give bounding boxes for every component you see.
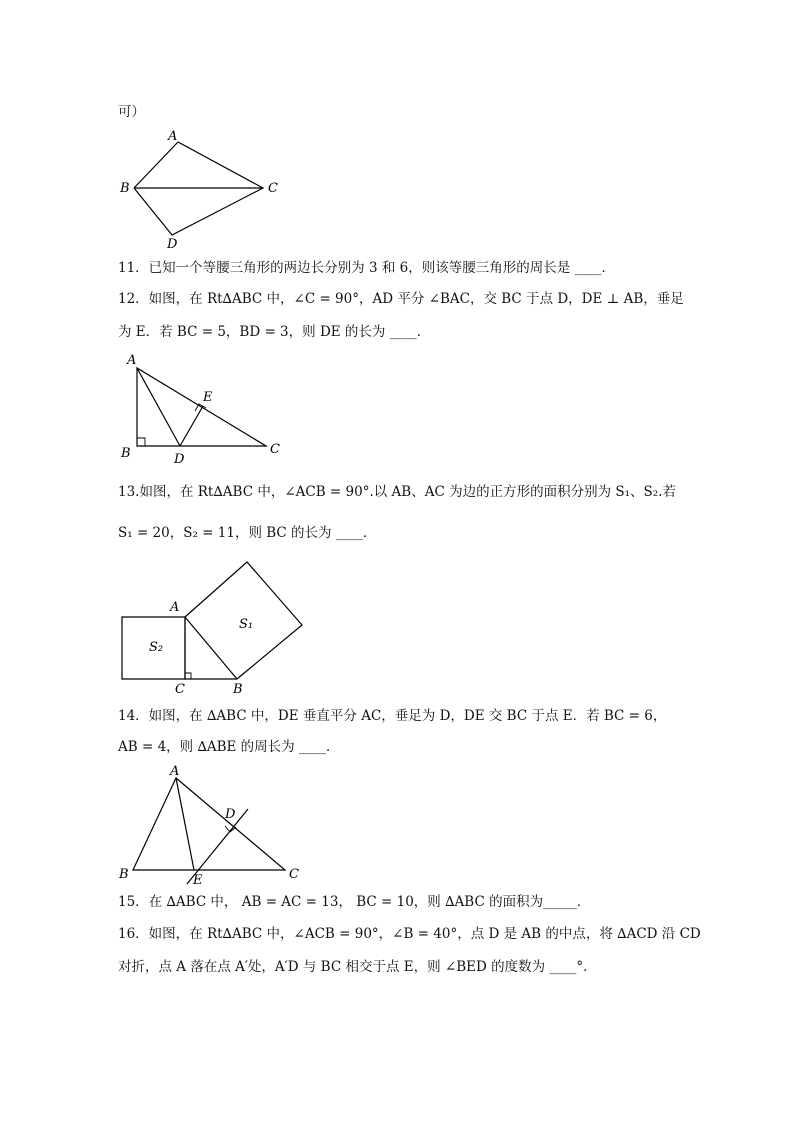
question-14-line-2: AB = 4，则 ∆ABE 的周长为 ____． [118,739,340,755]
label-a: A [168,129,178,144]
question-16-line-1: 16．如图，在 Rt∆ABC 中，∠ACB = 90°，∠B = 40°，点 D 是 AB 的中点，将 ∆ACD 沿 CD [118,926,701,942]
label-b: B [120,181,130,196]
figure-q13-squares [115,555,310,700]
question-12-line-1: 12．如图，在 Rt∆ABC 中，∠C = 90°，AD 平分 ∠BAC，交 BC 于点 D，DE ⊥ AB，垂足 [118,291,684,307]
label-b: B [121,446,131,461]
question-14-line-1: 14．如图，在 ∆ABC 中，DE 垂直平分 AC，垂足为 D，DE 交 BC 于点 E．若 BC = 6， [118,708,667,724]
question-13-line-1: 13.如图，在 Rt∆ABC 中，∠ACB = 90°.以 AB、AC 为边的正方形的面积分别为 S₁、S₂.若 [118,484,676,500]
label-b: B [119,867,129,882]
label-a: A [127,353,137,368]
question-13-line-2: S₁ = 20，S₂ = 11，则 BC 的长为 ____． [118,525,377,541]
figure-q12-right-triangle [115,350,290,465]
label-s1: S₁ [239,617,254,632]
question-15: 15．在 ∆ABC 中， AB = AC = 13， BC = 10，则 ∆ABC 的面积为_____． [118,894,591,910]
label-b: B [233,682,243,697]
question-16-line-2: 对折，点 A 落在点 A′处，A′D 与 BC 相交于点 E，则 ∠BED 的度数为 ____°． [118,959,597,975]
question-12-line-2: 为 E．若 BC = 5，BD = 3，则 DE 的长为 ____． [118,324,431,340]
previous-question-tail: 可） [118,104,145,120]
figure-quadrilateral-abcd [110,124,300,254]
label-d: D [174,452,185,467]
question-11: 11．已知一个等腰三角形的两边长分别为 3 和 6，则该等腰三角形的周长是 ____． [118,260,616,276]
label-e: E [193,873,203,888]
figure-q14-triangle [115,760,315,890]
label-d: D [225,807,236,822]
label-c: C [289,867,299,882]
label-s2: S₂ [149,640,164,655]
label-c: C [268,181,278,196]
label-a: A [170,600,180,615]
label-a: A [170,764,180,779]
label-d: D [167,237,178,252]
label-e: E [203,390,213,405]
label-c: C [270,442,280,457]
label-c: C [175,682,185,697]
